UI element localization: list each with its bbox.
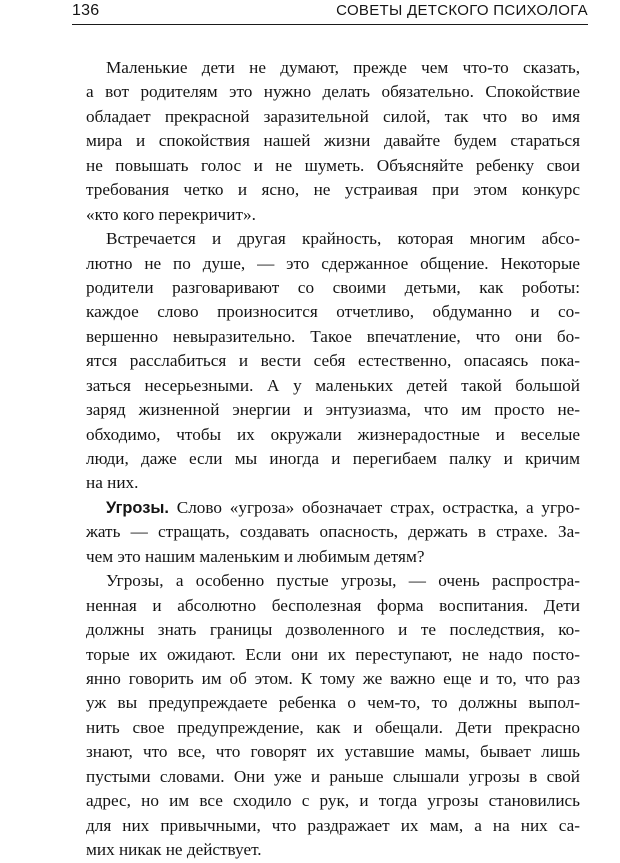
text-line: обходимо, чтобы их окружали жизнерадостные и веселые [86, 424, 580, 444]
text-line: люди, даже если мы иногда и перегибаем палку и кричим [86, 449, 580, 468]
page-number: 136 [72, 2, 100, 19]
text-line: Маленькие дети не думают, прежде чем что-то сказать, [106, 58, 580, 77]
text-line: для них привычными, что раздражает их мам, а на них са- [86, 815, 580, 835]
run-in-heading: Угрозы. [106, 498, 169, 517]
text-line: не повышать голос и не шуметь. Объясняйте ребенку свои [86, 155, 580, 175]
text-line [86, 496, 580, 520]
text-line: чем это нашим маленьким и любимым детям? [86, 546, 425, 566]
text-line: ненная и абсолютно бесполезная форма воспитания. Дети [86, 595, 580, 615]
text-line: вершенно невыразительно. Такое впечатление, что они бо- [86, 326, 580, 346]
paragraph-4 [86, 569, 580, 862]
text-line: ятся расслабиться и вести себя естественно, опасаясь пока- [86, 351, 580, 371]
text-line: мих никак не действует. [86, 840, 262, 859]
text-line: адрес, но им все сходило с рук, и тогда угрозы становились [86, 791, 580, 811]
text-line: Угрозы, а особенно пустые угрозы, — очень распростра- [106, 571, 580, 591]
body-text [86, 56, 580, 862]
text-line: уж вы предупреждаете ребенка о чем-то, то должны выпол- [86, 693, 580, 713]
text-line: Встречается и другая крайность, которая многим абсо- [106, 229, 580, 249]
text-line: торые их ожидают. Если они их переступают, не надо посто- [86, 644, 580, 664]
text-line: заться несерьезными. А у маленьких детей такой большой [86, 375, 580, 395]
text-line: родители разговаривают со своими детьми, как роботы: [86, 277, 580, 297]
text-line: знают, что все, что говорят их уставшие мамы, бывает лишь [86, 742, 580, 762]
text-line: жать — стращать, создавать опасность, держать в страхе. За- [86, 522, 580, 542]
text-line: обладает прекрасной заразительной силой, так что во имя [86, 106, 580, 126]
paragraph-1 [86, 56, 580, 227]
text-line: должны знать границы дозволенного и те последствия, ко- [86, 620, 580, 640]
text-line: «кто кого перекричит». [86, 204, 256, 224]
text-line: нить свое предупреждение, как и обещали. Дети прекрасно [86, 717, 580, 737]
text-line: требования четко и ясно, не устраивая при этом конкурс [86, 180, 580, 200]
paragraph-2 [86, 227, 580, 496]
text-line-rest: Слово «угроза» обозначает страх, острастка, а угро- [168, 497, 580, 517]
text-line: заряд жизненной энергии и энтузиазма, что им просто не- [86, 400, 580, 420]
running-title: СОВЕТЫ ДЕТСКОГО ПСИХОЛОГА [336, 2, 588, 19]
text-line: мира и спокойствия нашей жизни давайте будем стараться [86, 131, 580, 151]
paragraph-threats-definition [86, 496, 580, 569]
text-line: на них. [86, 473, 139, 493]
text-line: лютно не по душе, — это сдержанное общение. Некоторые [86, 253, 580, 273]
text-line: пустыми словами. Они уже и раньше слышали угрозы в свой [86, 766, 580, 786]
text-line: а вот родителям это нужно делать обязательно. Спокойствие [86, 82, 580, 102]
running-head [72, 0, 588, 25]
text-line: янно говорить им об этом. К тому же важно еще и то, что раз [86, 668, 580, 688]
text-line: каждое слово произносится отчетливо, обдуманно и со- [86, 302, 580, 322]
